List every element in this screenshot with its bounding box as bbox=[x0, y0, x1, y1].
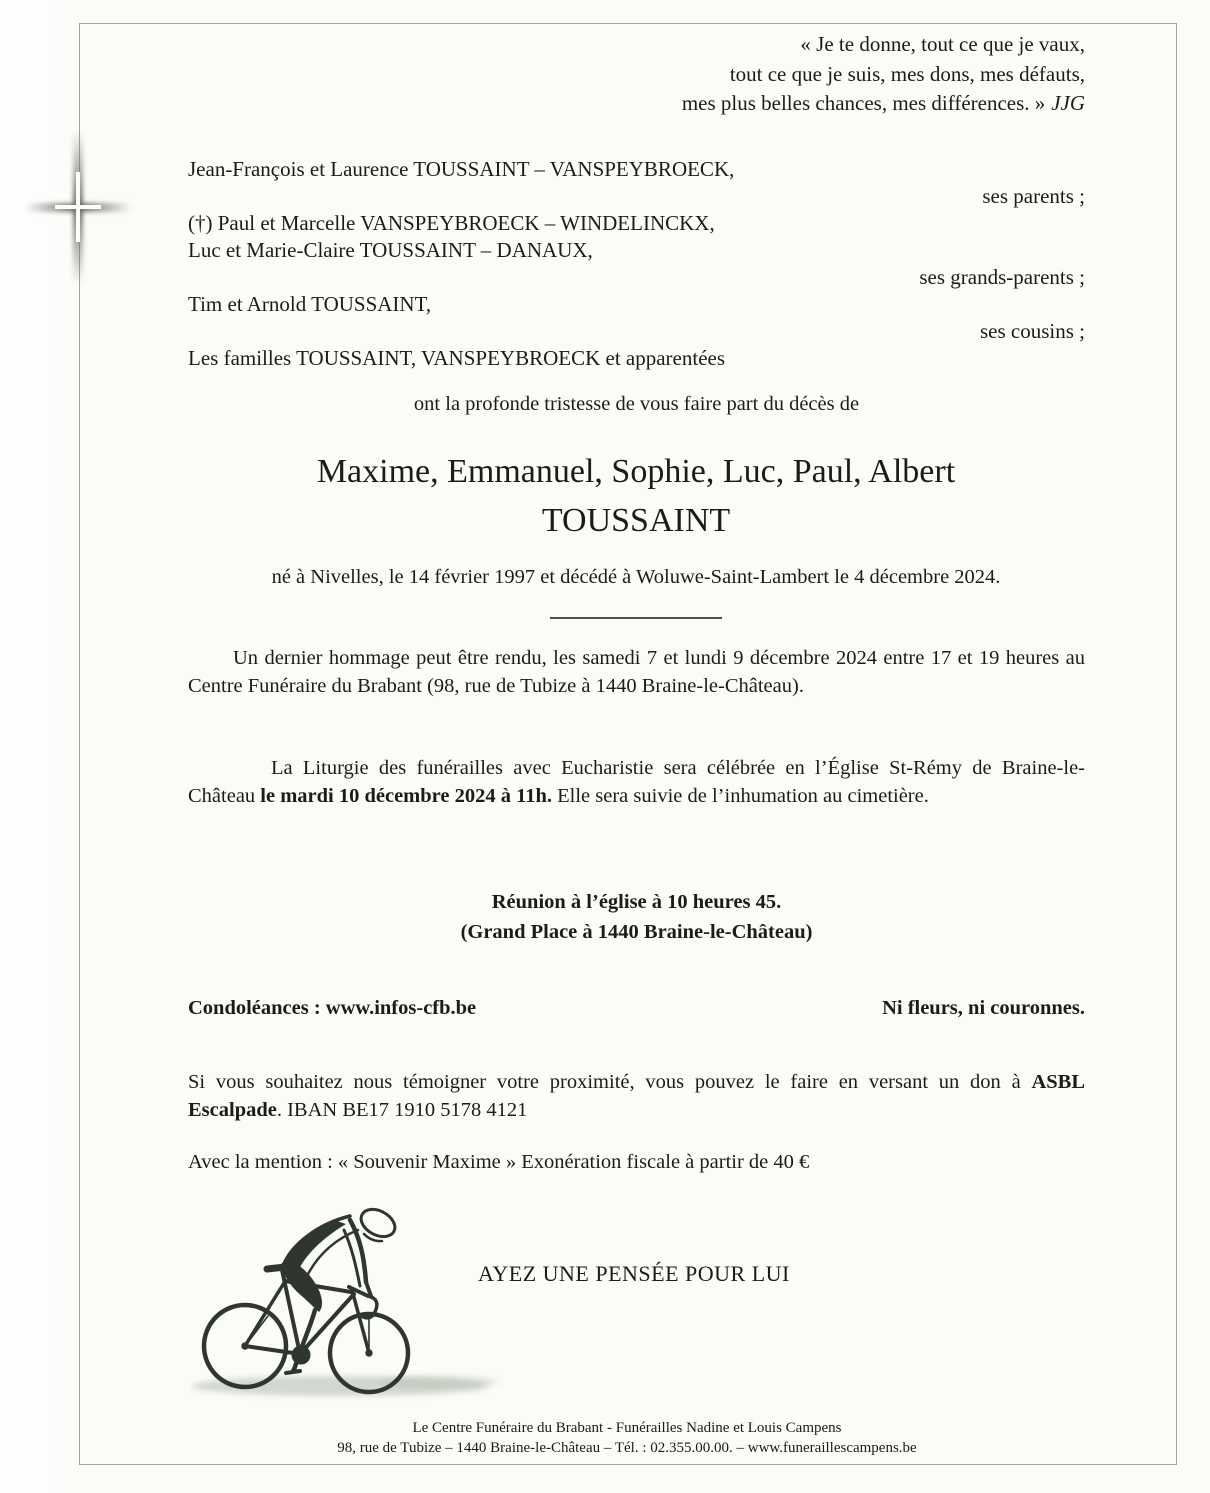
quote-attribution: JJG bbox=[1051, 91, 1085, 115]
family-names-parents: Jean-François et Laurence TOUSSAINT – VANSPEYBROECK, bbox=[188, 157, 735, 181]
deceased-name-block bbox=[100, 447, 1172, 545]
quote-line-1: « Je te donne, tout ce que je vaux, bbox=[800, 32, 1085, 56]
liturgy-paragraph bbox=[188, 754, 1085, 810]
cyclist-illustration bbox=[188, 1186, 503, 1414]
donation-text-1: Si vous souhaitez nous témoigner votre proximité, vous pouvez le faire en versant un don à bbox=[188, 1071, 1032, 1093]
reunion-line-1: Réunion à l’église à 10 heures 45. bbox=[491, 891, 782, 913]
liturgy-text-1: La Liturgie des funérailles avec Eucharistie sera célébrée en l’Église St-Rémy de Braine-le-Château bbox=[188, 757, 1085, 807]
announcement-text: ont la profonde tristesse de vous faire part du décès de bbox=[413, 393, 860, 415]
liturgy-text-2: Elle sera suivie de l’inhumation au cimetière. bbox=[552, 785, 929, 807]
family-names-grandparents-2: Luc et Marie-Claire TOUSSAINT – DANAUX, bbox=[188, 238, 593, 262]
footer-block bbox=[79, 1418, 1175, 1458]
mention-line: Avec la mention : « Souvenir Maxime » Exonération fiscale à partir de 40 € bbox=[188, 1151, 810, 1173]
relation-grandparents: ses grands-parents ; bbox=[919, 265, 1085, 289]
tribute-text: AYEZ UNE PENSÉE POUR LUI bbox=[478, 1261, 790, 1286]
relation-cousins: ses cousins ; bbox=[980, 319, 1085, 343]
no-flowers-text: Ni fleurs, ni couronnes. bbox=[882, 997, 1085, 1019]
quote-line-2: tout ce que je suis, mes dons, mes défauts, bbox=[729, 61, 1085, 86]
footer-line-2: 98, rue de Tubize – 1440 Braine-le-Château – Tél. : 02.355.00.00. – www.funeraillescampens.be bbox=[337, 1440, 917, 1456]
reunion-block bbox=[188, 887, 1085, 947]
quote-line-3 bbox=[682, 89, 1085, 119]
deceased-surname: TOUSSAINT bbox=[541, 502, 731, 539]
quote-block bbox=[682, 30, 1085, 119]
viewing-paragraph: Un dernier hommage peut être rendu, les samedi 7 et lundi 9 décembre 2024 entre 17 et 19 heures au Centre Funéraire du Brabant (98, rue de Tubize à 1440 Braine-le-Château). bbox=[188, 647, 1085, 697]
family-names-grandparents-1: (†) Paul et Marcelle VANSPEYBROECK – WINDELINCKX, bbox=[188, 211, 715, 235]
donation-text-2: . IBAN BE17 1910 5178 4121 bbox=[276, 1099, 528, 1121]
quote-line-3-text: mes plus belles chances, mes différences. » bbox=[681, 91, 1046, 115]
reunion-line-2: (Grand Place à 1440 Braine-le-Château) bbox=[460, 921, 813, 943]
donation-asbl-bold: ASBL Escalpade bbox=[188, 1071, 1085, 1121]
donation-paragraph bbox=[188, 1068, 1085, 1124]
families-line: Les familles TOUSSAINT, VANSPEYBROECK et apparentées bbox=[188, 346, 726, 370]
liturgy-date-bold: le mardi 10 décembre 2024 à 11h. bbox=[260, 785, 553, 807]
family-block bbox=[188, 156, 1085, 372]
life-dates: né à Nivelles, le 14 février 1997 et décédé à Woluwe-Saint-Lambert le 4 décembre 2024. bbox=[271, 566, 1001, 588]
footer-line-1: Le Centre Funéraire du Brabant - Funérailles Nadine et Louis Campens bbox=[412, 1420, 842, 1436]
relation-parents: ses parents ; bbox=[982, 184, 1085, 208]
family-names-cousins: Tim et Arnold TOUSSAINT, bbox=[188, 292, 432, 316]
condolences-row bbox=[188, 997, 1085, 1020]
deceased-given-names: Maxime, Emmanuel, Sophie, Luc, Paul, Albert bbox=[316, 453, 956, 490]
separator-line bbox=[550, 617, 722, 619]
condolences-text: Condoléances : www.infos-cfb.be bbox=[188, 997, 477, 1019]
